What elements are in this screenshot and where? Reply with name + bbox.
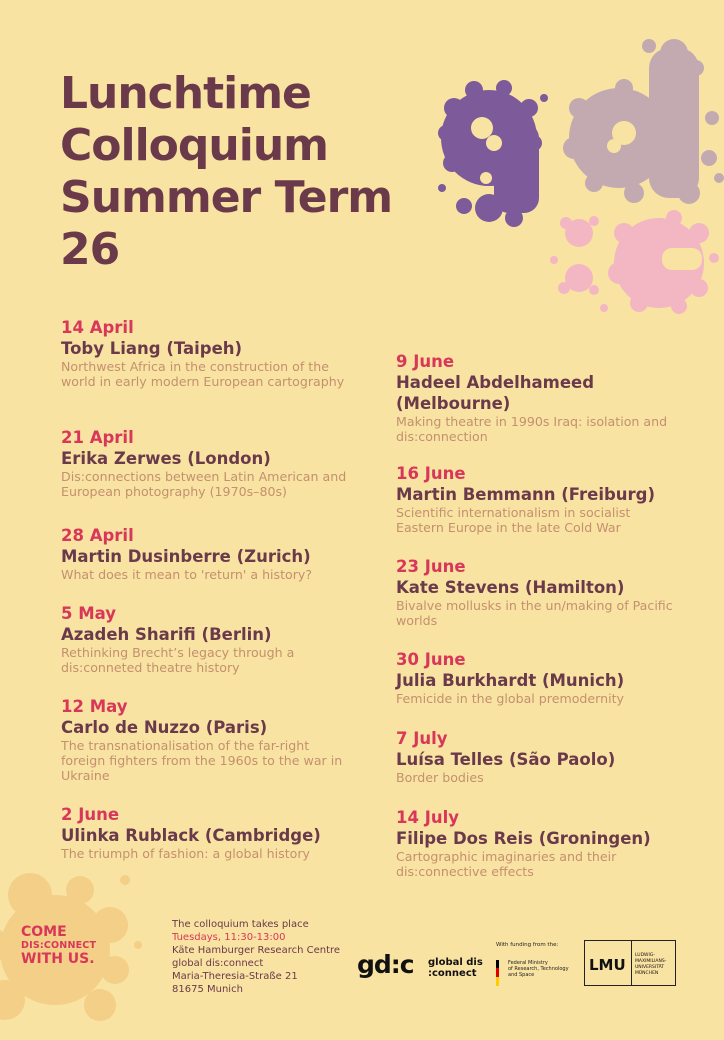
- d-letter-shape: [563, 39, 724, 204]
- event-speaker: Luísa Telles (São Paolo): [396, 750, 616, 769]
- info-time: Tuesdays, 11:30-13:00: [172, 932, 286, 943]
- event-speaker: Erika Zerwes (London): [61, 449, 271, 468]
- bmbf-line: Federal Ministry: [508, 960, 548, 966]
- title-line-3: Summer Term: [60, 172, 393, 223]
- event-item: [396, 557, 676, 628]
- lmu-divider: [631, 941, 632, 985]
- event-speaker: Kate Stevens (Hamilton): [396, 578, 625, 597]
- event-date: 9 June: [396, 352, 455, 371]
- event-topic: Northwest Africa in the construction of the world in early modern European cartography: [61, 359, 345, 389]
- event-topic: Making theatre in 1990s Iraq: isolation and dis:connection: [396, 414, 668, 444]
- gdc-decorative-logo: [434, 38, 724, 318]
- info-line: Käte Hamburger Research Centre: [172, 945, 341, 956]
- lmu-line: MAXIMILIANS-: [635, 959, 667, 964]
- event-date: 2 June: [61, 805, 120, 824]
- bmbf-line: of Research, Technology: [508, 966, 569, 972]
- event-topic: Femicide in the global premodernity: [396, 691, 624, 706]
- event-item: [61, 318, 351, 389]
- event-date: 14 April: [61, 318, 134, 337]
- event-speaker: Julia Burkhardt (Munich): [396, 671, 625, 690]
- event-speaker: Toby Liang (Taipeh): [61, 339, 243, 358]
- event-item: [396, 464, 676, 535]
- event-date: 21 April: [61, 428, 134, 447]
- event-date: 30 June: [396, 650, 466, 669]
- gdc-word-line: global dis: [428, 957, 483, 968]
- lmu-line: UNIVERSITÄT: [635, 965, 665, 970]
- event-topic: Dis:connections between Latin American and European photography (1970s–80s): [61, 469, 347, 499]
- title-line-4: 26: [60, 224, 120, 275]
- event-date: 16 June: [396, 464, 466, 483]
- gdc-logo-mark: gd:c: [357, 950, 414, 979]
- slogan-line-1: COME: [21, 924, 67, 940]
- event-speaker: Martin Dusinberre (Zurich): [61, 547, 311, 566]
- slogan-line-3: WITH US.: [21, 951, 95, 967]
- event-topic: The triumph of fashion: a global history: [61, 846, 310, 861]
- event-date: 12 May: [61, 697, 128, 716]
- g-letter-shape: [438, 80, 548, 227]
- title-line-2: Colloquium: [60, 120, 328, 171]
- event-speaker: Martin Bemmann (Freiburg): [396, 485, 656, 504]
- lmu-wordmark: [635, 953, 666, 977]
- event-date: 28 April: [61, 526, 134, 545]
- event-date: 7 July: [396, 729, 448, 748]
- event-item: [61, 604, 351, 675]
- german-flag-icon: [496, 960, 504, 986]
- event-speaker: Filipe Dos Reis (Groningen): [396, 829, 651, 848]
- page-title: [60, 68, 440, 276]
- lmu-logo: [584, 940, 676, 986]
- lmu-line: LUDWIG-: [635, 953, 655, 958]
- event-item: [61, 526, 351, 582]
- lmu-mark: LMU: [589, 956, 626, 974]
- info-line: global dis:connect: [172, 958, 264, 969]
- event-speaker: Azadeh Sharifi (Berlin): [61, 625, 272, 644]
- venue-info: [172, 918, 340, 996]
- event-item: [396, 352, 676, 444]
- event-item: [396, 650, 676, 706]
- event-topic: Bivalve mollusks in the un/making of Pacific worlds: [396, 598, 673, 628]
- event-speaker: Carlo de Nuzzo (Paris): [61, 718, 268, 737]
- funding-label: With funding from the:: [496, 942, 559, 948]
- info-line: The colloquium takes place: [172, 919, 309, 930]
- come-disconnect-slogan: [21, 925, 96, 967]
- event-date: 23 June: [396, 557, 466, 576]
- gdc-word-line: :connect: [428, 968, 477, 979]
- event-speaker: Hadeel Abdelhameed (Melbourne): [396, 373, 595, 413]
- event-topic: The transnationalisation of the far-right foreign fighters from the 1960s to the war in Ukraine: [61, 738, 343, 783]
- event-item: [61, 428, 351, 499]
- lmu-line: MÜNCHEN: [635, 971, 659, 976]
- event-topic: Rethinking Brecht’s legacy through a dis:conneted theatre history: [61, 645, 295, 675]
- event-topic: Cartographic imaginaries and their dis:connective effects: [396, 849, 617, 879]
- bmbf-logo: [508, 960, 569, 978]
- event-item: [61, 697, 351, 783]
- event-topic: What does it mean to 'return' a history?: [61, 567, 313, 582]
- info-line: Maria-Theresia-Straße 21: [172, 971, 298, 982]
- gdc-logo-wordmark: [428, 957, 483, 979]
- info-line: 81675 Munich: [172, 984, 243, 995]
- event-topic: Border bodies: [396, 770, 484, 785]
- slogan-line-2: DIS:CONNECT: [21, 940, 97, 951]
- title-line-1: Lunchtime: [60, 68, 311, 119]
- event-date: 14 July: [396, 808, 460, 827]
- event-speaker: Ulinka Rublack (Cambridge): [61, 826, 321, 845]
- event-item: [396, 729, 676, 785]
- event-topic: Scientific internationalism in socialist Eastern Europe in the late Cold War: [396, 505, 631, 535]
- bmbf-line: and Space: [508, 972, 535, 978]
- event-item: [396, 808, 676, 879]
- event-date: 5 May: [61, 604, 117, 623]
